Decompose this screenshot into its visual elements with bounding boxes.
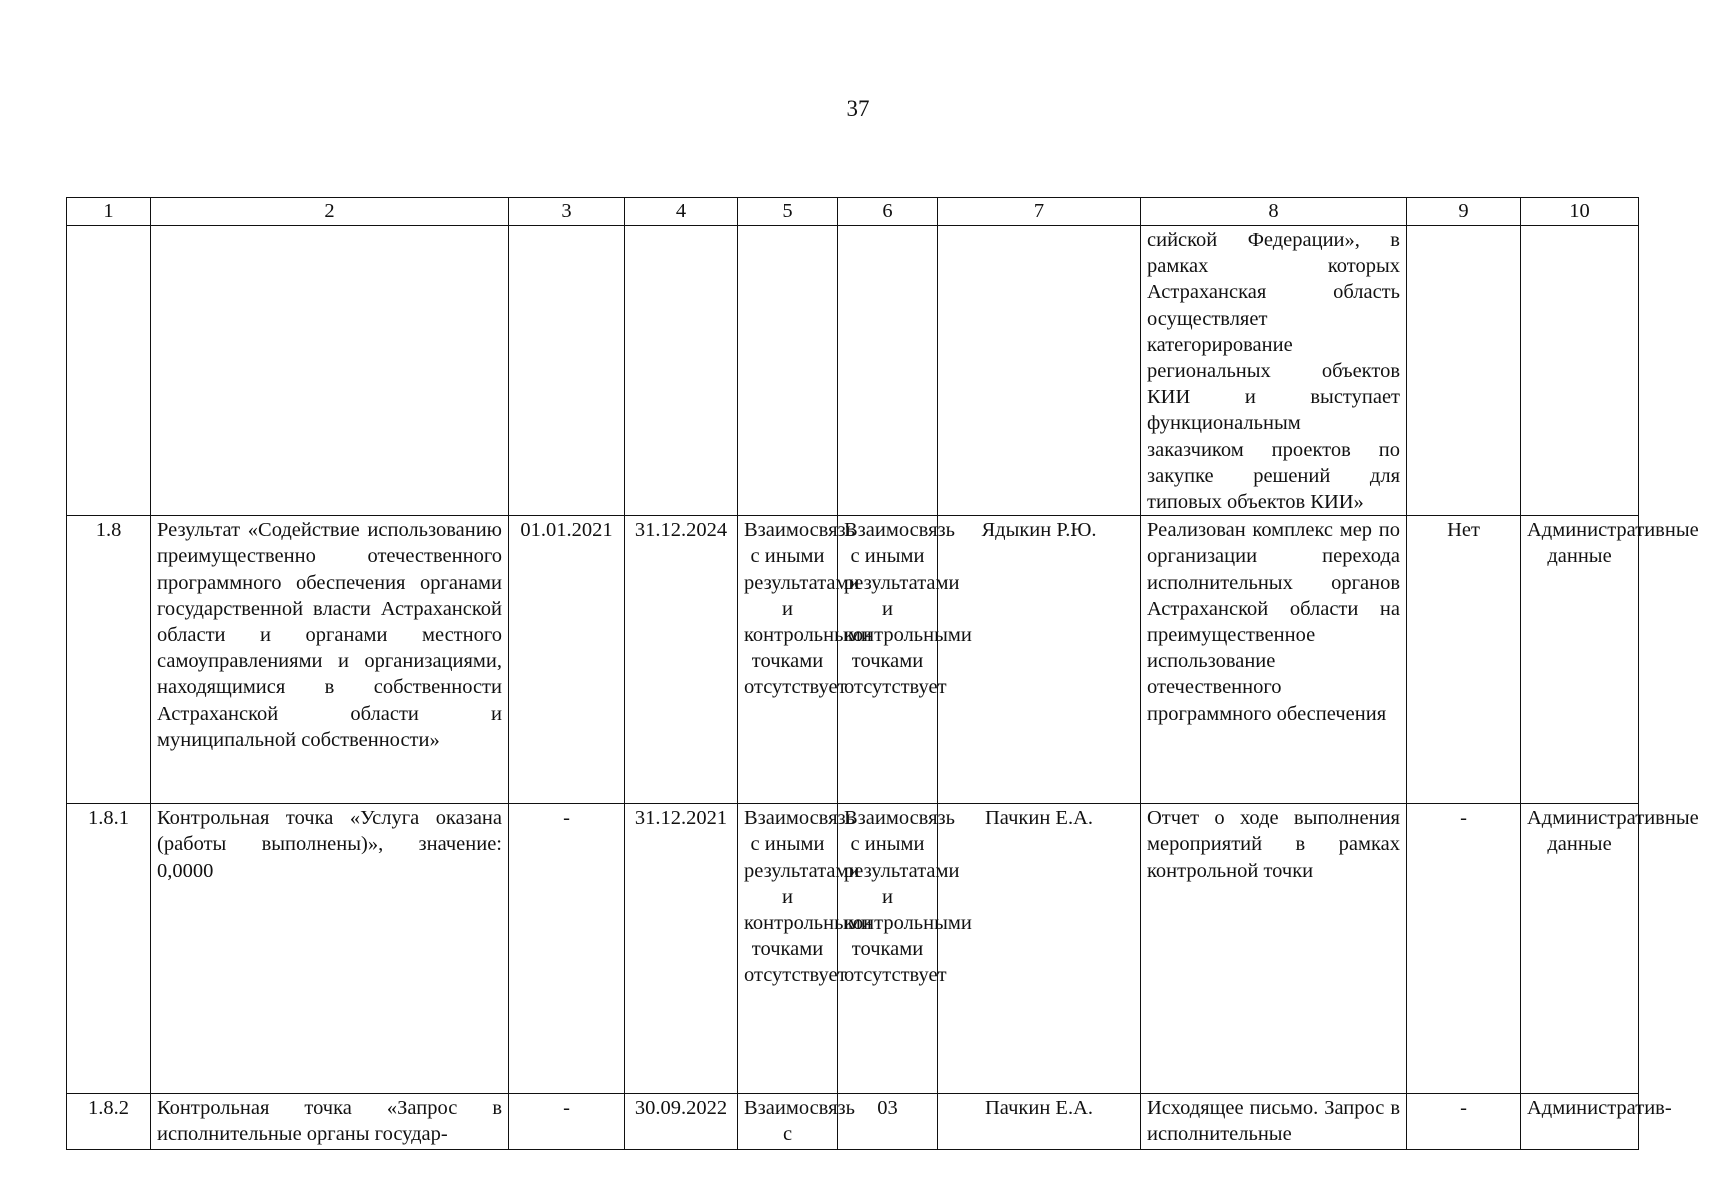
end-date: 31.12.2024 [625, 516, 738, 804]
start-date: - [509, 804, 625, 1094]
table-cell [67, 226, 151, 516]
table-cell [938, 226, 1141, 516]
end-date: 31.12.2021 [625, 804, 738, 1094]
continuation-row [67, 226, 1639, 516]
col9-value: - [1407, 1094, 1521, 1150]
start-date: - [509, 1094, 625, 1150]
column-header-2: 2 [151, 198, 509, 226]
row-number: 1.8.1 [67, 804, 151, 1094]
column-header-3: 3 [509, 198, 625, 226]
col9-value: - [1407, 804, 1521, 1094]
column-header-9: 9 [1407, 198, 1521, 226]
column-header-10: 10 [1521, 198, 1639, 226]
data-source: Административные данные [1521, 804, 1639, 1094]
relation-col6: Взаимосвязь с иными результатами и контрольными точками отсутствует [838, 516, 938, 804]
table-cell [738, 226, 838, 516]
table-cell [625, 226, 738, 516]
relation-col5: Взаимосвязь с [738, 1094, 838, 1150]
responsible-person: Ядыкин Р.Ю. [938, 516, 1141, 804]
table-cell [1521, 226, 1639, 516]
column-header-6: 6 [838, 198, 938, 226]
column-header-1: 1 [67, 198, 151, 226]
table-cell [151, 226, 509, 516]
continuation-text: сийской Федерации», в рамках которых Астраханская область осуществляет категорирование региональных объектов КИИ и выступает функциональным заказчиком проектов по закупке решений для типовых объектов КИИ» [1141, 226, 1407, 516]
result-description: Отчет о ходе выполнения мероприятий в рамках контрольной точки [1141, 804, 1407, 1094]
column-header-5: 5 [738, 198, 838, 226]
col9-value: Нет [1407, 516, 1521, 804]
table-row [67, 1094, 1639, 1150]
relation-col5: Взаимосвязь с иными результатами и контрольными точками отсутствует [738, 516, 838, 804]
column-number-row [67, 198, 1639, 226]
data-source: Административные данные [1521, 516, 1639, 804]
row-title: Результат «Содействие использованию преимущественно отечественного программного обеспечения органами государственной власти Астраханской области и органами местного самоуправлениями и организациями, находящимися в собственности Астраханской области и муниципальной собственности» [151, 516, 509, 804]
responsible-person: Пачкин Е.А. [938, 804, 1141, 1094]
start-date: 01.01.2021 [509, 516, 625, 804]
responsible-person: Пачкин Е.А. [938, 1094, 1141, 1150]
row-number: 1.8 [67, 516, 151, 804]
page-number: 37 [846, 96, 870, 121]
column-header-8: 8 [1141, 198, 1407, 226]
column-header-4: 4 [625, 198, 738, 226]
relation-col6: 03 [838, 1094, 938, 1150]
row-title: Контрольная точка «Услуга оказана (работы выполнены)», значение: 0,0000 [151, 804, 509, 1094]
row-title: Контрольная точка «Запрос в исполнительные органы государ- [151, 1094, 509, 1150]
table-cell [838, 226, 938, 516]
end-date: 30.09.2022 [625, 1094, 738, 1150]
relation-col5: Взаимосвязь с иными результатами и контрольными точками отсутствует [738, 804, 838, 1094]
row-number: 1.8.2 [67, 1094, 151, 1150]
data-source: Административ- [1521, 1094, 1639, 1150]
measures-table [66, 197, 1699, 1150]
table-cell [509, 226, 625, 516]
table-cell [1407, 226, 1521, 516]
column-header-7: 7 [938, 198, 1141, 226]
table-row [67, 804, 1639, 1094]
result-description: Реализован комплекс мер по организации перехода исполнительных органов Астраханской области на преимущественное использование отечественного программного обеспечения [1141, 516, 1407, 804]
relation-col6: Взаимосвязь с иными результатами и контрольными точками отсутствует [838, 804, 938, 1094]
table-row [67, 516, 1639, 804]
result-description: Исходящее письмо. Запрос в исполнительные [1141, 1094, 1407, 1150]
